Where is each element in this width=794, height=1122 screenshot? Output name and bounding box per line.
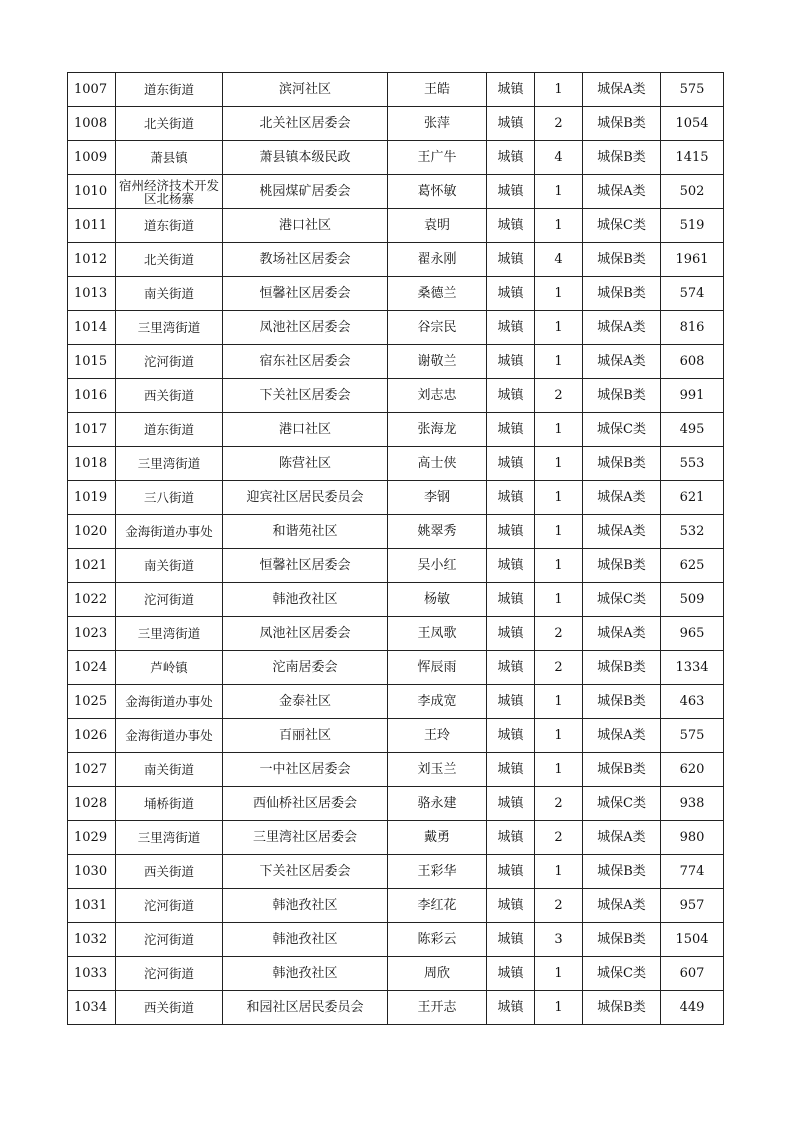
household-count-cell: 1 — [535, 685, 583, 719]
table-row — [68, 379, 724, 413]
community-cell: 滨河社区 — [223, 73, 388, 107]
household-count-cell: 1 — [535, 957, 583, 991]
person-name-cell: 谷宗民 — [388, 311, 487, 345]
area-type-cell: 城镇 — [487, 787, 535, 821]
table-row — [68, 277, 724, 311]
person-name-cell: 谢敬兰 — [388, 345, 487, 379]
household-count-cell: 3 — [535, 923, 583, 957]
table-row — [68, 753, 724, 787]
community-cell: 桃园煤矿居委会 — [223, 175, 388, 209]
record-id-cell: 1019 — [68, 481, 116, 515]
area-type-cell: 城镇 — [487, 481, 535, 515]
person-name-cell: 陈彩云 — [388, 923, 487, 957]
street-cell: 北关街道 — [116, 243, 223, 277]
amount-cell: 1415 — [661, 141, 724, 175]
area-type-cell: 城镇 — [487, 345, 535, 379]
record-id-cell: 1024 — [68, 651, 116, 685]
subsidy-category-cell: 城保B类 — [583, 549, 661, 583]
subsidy-category-cell: 城保A类 — [583, 73, 661, 107]
household-count-cell: 1 — [535, 991, 583, 1025]
subsidy-roster-table — [67, 72, 724, 1025]
person-name-cell: 张海龙 — [388, 413, 487, 447]
street-cell: 北关街道 — [116, 107, 223, 141]
household-count-cell: 2 — [535, 107, 583, 141]
area-type-cell: 城镇 — [487, 923, 535, 957]
table-row — [68, 345, 724, 379]
community-cell: 沱南居委会 — [223, 651, 388, 685]
person-name-cell: 骆永建 — [388, 787, 487, 821]
area-type-cell: 城镇 — [487, 209, 535, 243]
community-cell: 金泰社区 — [223, 685, 388, 719]
community-cell: 恒馨社区居委会 — [223, 277, 388, 311]
amount-cell: 980 — [661, 821, 724, 855]
street-cell: 西关街道 — [116, 991, 223, 1025]
subsidy-category-cell: 城保C类 — [583, 413, 661, 447]
table-row — [68, 141, 724, 175]
table-row — [68, 651, 724, 685]
table-row — [68, 311, 724, 345]
amount-cell: 991 — [661, 379, 724, 413]
area-type-cell: 城镇 — [487, 515, 535, 549]
street-cell: 芦岭镇 — [116, 651, 223, 685]
amount-cell: 957 — [661, 889, 724, 923]
record-id-cell: 1032 — [68, 923, 116, 957]
community-cell: 陈营社区 — [223, 447, 388, 481]
record-id-cell: 1020 — [68, 515, 116, 549]
street-cell: 南关街道 — [116, 277, 223, 311]
community-cell: 三里湾社区居委会 — [223, 821, 388, 855]
community-cell: 教场社区居委会 — [223, 243, 388, 277]
record-id-cell: 1018 — [68, 447, 116, 481]
person-name-cell: 王凤歌 — [388, 617, 487, 651]
subsidy-category-cell: 城保A类 — [583, 821, 661, 855]
street-cell: 埇桥街道 — [116, 787, 223, 821]
amount-cell: 509 — [661, 583, 724, 617]
area-type-cell: 城镇 — [487, 243, 535, 277]
street-cell: 三里湾街道 — [116, 447, 223, 481]
record-id-cell: 1031 — [68, 889, 116, 923]
amount-cell: 532 — [661, 515, 724, 549]
community-cell: 萧县镇本级民政 — [223, 141, 388, 175]
subsidy-category-cell: 城保A类 — [583, 719, 661, 753]
area-type-cell: 城镇 — [487, 413, 535, 447]
community-cell: 凤池社区居委会 — [223, 617, 388, 651]
area-type-cell: 城镇 — [487, 141, 535, 175]
table-row — [68, 889, 724, 923]
table-row — [68, 481, 724, 515]
person-name-cell: 姚翠秀 — [388, 515, 487, 549]
community-cell: 下关社区居委会 — [223, 379, 388, 413]
person-name-cell: 王皓 — [388, 73, 487, 107]
amount-cell: 575 — [661, 719, 724, 753]
table-row — [68, 175, 724, 209]
roster-body — [68, 73, 724, 1025]
amount-cell: 608 — [661, 345, 724, 379]
person-name-cell: 刘志忠 — [388, 379, 487, 413]
area-type-cell: 城镇 — [487, 73, 535, 107]
person-name-cell: 杨敏 — [388, 583, 487, 617]
community-cell: 百丽社区 — [223, 719, 388, 753]
area-type-cell: 城镇 — [487, 175, 535, 209]
area-type-cell: 城镇 — [487, 583, 535, 617]
household-count-cell: 1 — [535, 753, 583, 787]
area-type-cell: 城镇 — [487, 719, 535, 753]
amount-cell: 816 — [661, 311, 724, 345]
street-cell: 沱河街道 — [116, 957, 223, 991]
community-cell: 西仙桥社区居委会 — [223, 787, 388, 821]
person-name-cell: 李红花 — [388, 889, 487, 923]
table-row — [68, 515, 724, 549]
community-cell: 港口社区 — [223, 209, 388, 243]
area-type-cell: 城镇 — [487, 855, 535, 889]
street-cell: 金海街道办事处 — [116, 719, 223, 753]
community-cell: 韩池孜社区 — [223, 583, 388, 617]
household-count-cell: 1 — [535, 175, 583, 209]
record-id-cell: 1017 — [68, 413, 116, 447]
street-cell: 沱河街道 — [116, 923, 223, 957]
subsidy-category-cell: 城保B类 — [583, 107, 661, 141]
street-cell: 南关街道 — [116, 549, 223, 583]
area-type-cell: 城镇 — [487, 549, 535, 583]
table-row — [68, 73, 724, 107]
person-name-cell: 李钢 — [388, 481, 487, 515]
person-name-cell: 戴勇 — [388, 821, 487, 855]
amount-cell: 553 — [661, 447, 724, 481]
record-id-cell: 1028 — [68, 787, 116, 821]
table-row — [68, 719, 724, 753]
amount-cell: 621 — [661, 481, 724, 515]
community-cell: 韩池孜社区 — [223, 957, 388, 991]
table-row — [68, 787, 724, 821]
subsidy-category-cell: 城保C类 — [583, 583, 661, 617]
person-name-cell: 葛怀敏 — [388, 175, 487, 209]
person-name-cell: 翟永刚 — [388, 243, 487, 277]
street-cell: 西关街道 — [116, 379, 223, 413]
household-count-cell: 1 — [535, 73, 583, 107]
community-cell: 韩池孜社区 — [223, 889, 388, 923]
household-count-cell: 2 — [535, 617, 583, 651]
person-name-cell: 王开志 — [388, 991, 487, 1025]
person-name-cell: 周欣 — [388, 957, 487, 991]
subsidy-category-cell: 城保B类 — [583, 685, 661, 719]
person-name-cell: 恽辰雨 — [388, 651, 487, 685]
table-row — [68, 209, 724, 243]
record-id-cell: 1007 — [68, 73, 116, 107]
person-name-cell: 刘玉兰 — [388, 753, 487, 787]
amount-cell: 938 — [661, 787, 724, 821]
record-id-cell: 1013 — [68, 277, 116, 311]
street-cell: 沱河街道 — [116, 345, 223, 379]
area-type-cell: 城镇 — [487, 447, 535, 481]
street-cell: 宿州经济技术开发区北杨寨 — [116, 175, 223, 209]
record-id-cell: 1030 — [68, 855, 116, 889]
record-id-cell: 1011 — [68, 209, 116, 243]
community-cell: 韩池孜社区 — [223, 923, 388, 957]
amount-cell: 574 — [661, 277, 724, 311]
table-row — [68, 413, 724, 447]
amount-cell: 1054 — [661, 107, 724, 141]
area-type-cell: 城镇 — [487, 651, 535, 685]
amount-cell: 965 — [661, 617, 724, 651]
amount-cell: 495 — [661, 413, 724, 447]
record-id-cell: 1034 — [68, 991, 116, 1025]
area-type-cell: 城镇 — [487, 957, 535, 991]
area-type-cell: 城镇 — [487, 379, 535, 413]
street-cell: 西关街道 — [116, 855, 223, 889]
amount-cell: 463 — [661, 685, 724, 719]
amount-cell: 774 — [661, 855, 724, 889]
subsidy-category-cell: 城保A类 — [583, 889, 661, 923]
street-cell: 三八街道 — [116, 481, 223, 515]
amount-cell: 502 — [661, 175, 724, 209]
community-cell: 北关社区居委会 — [223, 107, 388, 141]
table-row — [68, 243, 724, 277]
record-id-cell: 1016 — [68, 379, 116, 413]
person-name-cell: 高士侠 — [388, 447, 487, 481]
household-count-cell: 1 — [535, 447, 583, 481]
table-row — [68, 957, 724, 991]
community-cell: 和园社区居民委员会 — [223, 991, 388, 1025]
table-row — [68, 583, 724, 617]
household-count-cell: 1 — [535, 719, 583, 753]
table-row — [68, 821, 724, 855]
record-id-cell: 1008 — [68, 107, 116, 141]
subsidy-category-cell: 城保B类 — [583, 379, 661, 413]
subsidy-category-cell: 城保B类 — [583, 855, 661, 889]
area-type-cell: 城镇 — [487, 311, 535, 345]
record-id-cell: 1015 — [68, 345, 116, 379]
table-row — [68, 991, 724, 1025]
subsidy-category-cell: 城保B类 — [583, 447, 661, 481]
area-type-cell: 城镇 — [487, 685, 535, 719]
record-id-cell: 1033 — [68, 957, 116, 991]
community-cell: 和谐苑社区 — [223, 515, 388, 549]
area-type-cell: 城镇 — [487, 889, 535, 923]
household-count-cell: 2 — [535, 651, 583, 685]
subsidy-category-cell: 城保B类 — [583, 141, 661, 175]
street-cell: 道东街道 — [116, 209, 223, 243]
community-cell: 宿东社区居委会 — [223, 345, 388, 379]
amount-cell: 1961 — [661, 243, 724, 277]
household-count-cell: 2 — [535, 889, 583, 923]
amount-cell: 620 — [661, 753, 724, 787]
household-count-cell: 1 — [535, 549, 583, 583]
subsidy-category-cell: 城保B类 — [583, 991, 661, 1025]
area-type-cell: 城镇 — [487, 107, 535, 141]
record-id-cell: 1021 — [68, 549, 116, 583]
street-cell: 沱河街道 — [116, 583, 223, 617]
community-cell: 下关社区居委会 — [223, 855, 388, 889]
record-id-cell: 1023 — [68, 617, 116, 651]
subsidy-category-cell: 城保B类 — [583, 753, 661, 787]
street-cell: 道东街道 — [116, 413, 223, 447]
subsidy-category-cell: 城保B类 — [583, 651, 661, 685]
amount-cell: 607 — [661, 957, 724, 991]
table-row — [68, 855, 724, 889]
subsidy-category-cell: 城保A类 — [583, 311, 661, 345]
household-count-cell: 1 — [535, 277, 583, 311]
street-cell: 金海街道办事处 — [116, 515, 223, 549]
table-row — [68, 107, 724, 141]
table-row — [68, 617, 724, 651]
subsidy-category-cell: 城保B类 — [583, 243, 661, 277]
area-type-cell: 城镇 — [487, 277, 535, 311]
amount-cell: 1504 — [661, 923, 724, 957]
street-cell: 沱河街道 — [116, 889, 223, 923]
record-id-cell: 1025 — [68, 685, 116, 719]
household-count-cell: 1 — [535, 345, 583, 379]
person-name-cell: 张萍 — [388, 107, 487, 141]
table-row — [68, 549, 724, 583]
area-type-cell: 城镇 — [487, 991, 535, 1025]
subsidy-category-cell: 城保B类 — [583, 277, 661, 311]
community-cell: 港口社区 — [223, 413, 388, 447]
household-count-cell: 4 — [535, 141, 583, 175]
subsidy-category-cell: 城保A类 — [583, 481, 661, 515]
community-cell: 迎宾社区居民委员会 — [223, 481, 388, 515]
area-type-cell: 城镇 — [487, 753, 535, 787]
household-count-cell: 1 — [535, 515, 583, 549]
household-count-cell: 1 — [535, 481, 583, 515]
subsidy-category-cell: 城保A类 — [583, 175, 661, 209]
record-id-cell: 1029 — [68, 821, 116, 855]
table-row — [68, 685, 724, 719]
subsidy-category-cell: 城保A类 — [583, 617, 661, 651]
subsidy-category-cell: 城保A类 — [583, 515, 661, 549]
area-type-cell: 城镇 — [487, 617, 535, 651]
street-cell: 萧县镇 — [116, 141, 223, 175]
subsidy-category-cell: 城保C类 — [583, 209, 661, 243]
street-cell: 金海街道办事处 — [116, 685, 223, 719]
person-name-cell: 袁明 — [388, 209, 487, 243]
subsidy-category-cell: 城保B类 — [583, 923, 661, 957]
table-row — [68, 923, 724, 957]
person-name-cell: 李成宽 — [388, 685, 487, 719]
record-id-cell: 1022 — [68, 583, 116, 617]
street-cell: 道东街道 — [116, 73, 223, 107]
subsidy-category-cell: 城保C类 — [583, 787, 661, 821]
community-cell: 恒馨社区居委会 — [223, 549, 388, 583]
household-count-cell: 1 — [535, 413, 583, 447]
record-id-cell: 1027 — [68, 753, 116, 787]
street-cell: 三里湾街道 — [116, 311, 223, 345]
amount-cell: 449 — [661, 991, 724, 1025]
household-count-cell: 1 — [535, 209, 583, 243]
household-count-cell: 1 — [535, 583, 583, 617]
community-cell: 凤池社区居委会 — [223, 311, 388, 345]
record-id-cell: 1009 — [68, 141, 116, 175]
amount-cell: 519 — [661, 209, 724, 243]
household-count-cell: 2 — [535, 821, 583, 855]
household-count-cell: 4 — [535, 243, 583, 277]
amount-cell: 1334 — [661, 651, 724, 685]
household-count-cell: 2 — [535, 379, 583, 413]
record-id-cell: 1026 — [68, 719, 116, 753]
person-name-cell: 王广牛 — [388, 141, 487, 175]
household-count-cell: 1 — [535, 311, 583, 345]
amount-cell: 575 — [661, 73, 724, 107]
amount-cell: 625 — [661, 549, 724, 583]
household-count-cell: 2 — [535, 787, 583, 821]
street-cell: 南关街道 — [116, 753, 223, 787]
community-cell: 一中社区居委会 — [223, 753, 388, 787]
person-name-cell: 桑德兰 — [388, 277, 487, 311]
street-cell: 三里湾街道 — [116, 617, 223, 651]
person-name-cell: 王彩华 — [388, 855, 487, 889]
area-type-cell: 城镇 — [487, 821, 535, 855]
record-id-cell: 1014 — [68, 311, 116, 345]
subsidy-category-cell: 城保C类 — [583, 957, 661, 991]
household-count-cell: 1 — [535, 855, 583, 889]
record-id-cell: 1012 — [68, 243, 116, 277]
subsidy-category-cell: 城保A类 — [583, 345, 661, 379]
table-row — [68, 447, 724, 481]
person-name-cell: 吴小红 — [388, 549, 487, 583]
record-id-cell: 1010 — [68, 175, 116, 209]
street-cell: 三里湾街道 — [116, 821, 223, 855]
person-name-cell: 王玲 — [388, 719, 487, 753]
